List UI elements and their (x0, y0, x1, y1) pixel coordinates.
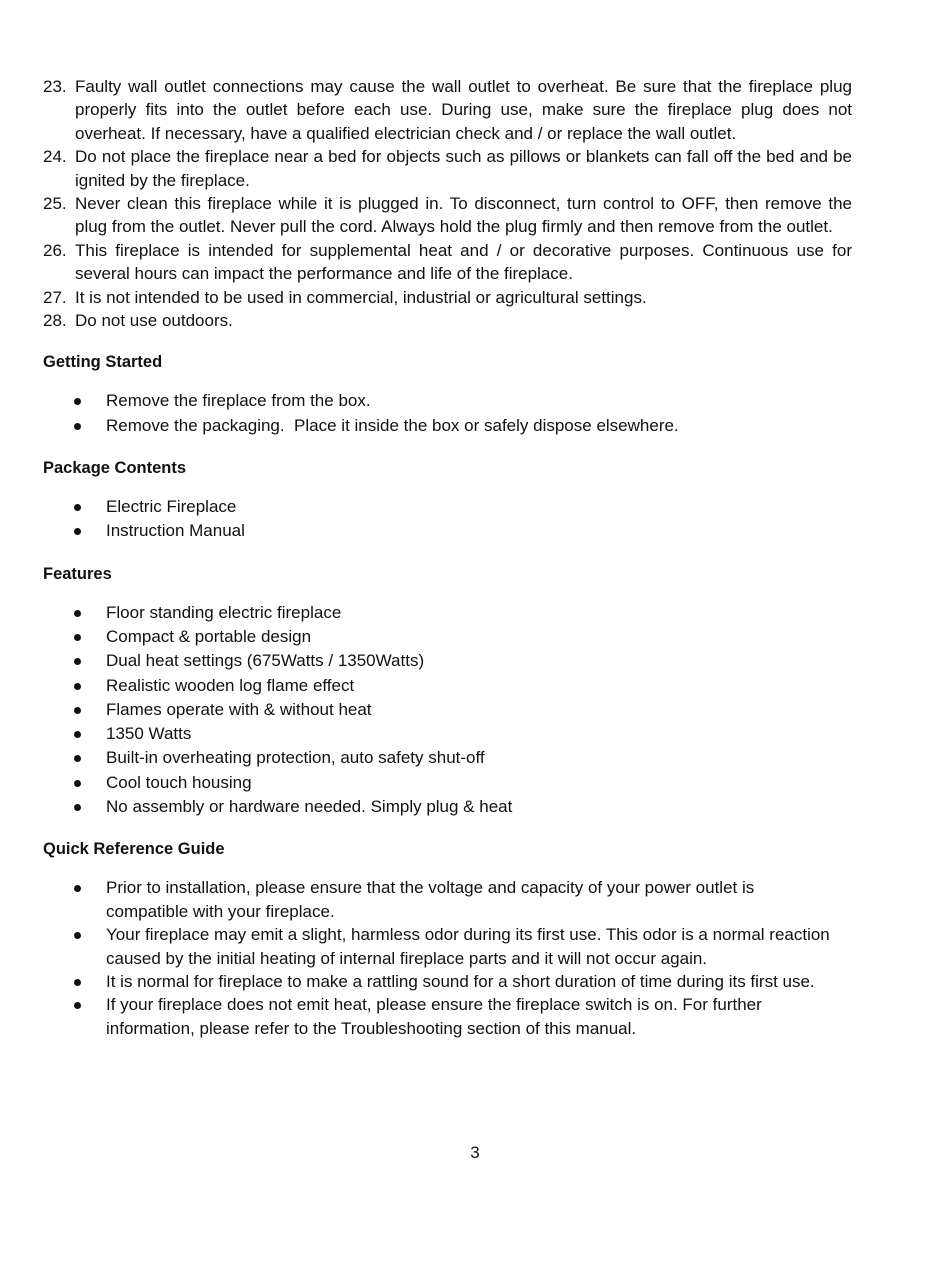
list-item (43, 389, 852, 413)
bullet-icon (74, 398, 81, 405)
list-item (43, 145, 852, 192)
bullet-icon (74, 504, 81, 511)
features-list (43, 601, 852, 820)
list-item (43, 674, 852, 698)
list-item (43, 722, 852, 746)
bullet-icon (74, 634, 81, 641)
package-contents-heading: Package Contents (43, 459, 187, 478)
list-item (43, 414, 852, 438)
list-item (43, 649, 852, 673)
bullet-icon (74, 979, 81, 986)
item-text: No assembly or hardware needed. Simply plug & heat (106, 797, 513, 817)
bullet-icon (74, 932, 81, 939)
list-item (43, 746, 852, 770)
bullet-icon (74, 804, 81, 811)
list-item (43, 970, 862, 993)
list-item (43, 876, 852, 923)
list-item (43, 309, 852, 332)
item-text: Cool touch housing (106, 772, 252, 792)
quick-reference-list (43, 876, 852, 1040)
list-item (43, 795, 852, 819)
list-item (43, 519, 852, 543)
item-text: Compact & portable design (106, 626, 312, 646)
item-text: Your fireplace may emit a slight, harmless odor during its first use. This odor is a normal reaction caused by the initial heating of internal fireplace parts and it will not occur again. (106, 925, 830, 968)
item-text: Do not place the fireplace near a bed for objects such as pillows or blankets can fall off the bed and be ignited by the fireplace. (75, 147, 852, 190)
item-text: Instruction Manual (106, 521, 245, 541)
list-item (43, 239, 852, 286)
item-text: Never clean this fireplace while it is plugged in. To disconnect, turn control to OFF, then remove the plug from the outlet. Never pull the cord. Always hold the plug firmly and then remove from the outlet. (75, 194, 852, 237)
bullet-icon (74, 610, 81, 617)
list-item (43, 75, 852, 145)
item-text: Built-in overheating protection, auto safety shut-off (106, 748, 485, 768)
item-number: 27. (43, 287, 67, 307)
item-number: 26. (43, 240, 67, 260)
list-item (43, 923, 852, 970)
item-text: Realistic wooden log flame effect (106, 675, 355, 695)
item-number: 25. (43, 194, 67, 214)
package-contents-list (43, 495, 852, 544)
getting-started-list (43, 389, 852, 438)
features-heading: Features (43, 564, 112, 583)
item-text: 1350 Watts (106, 724, 192, 744)
item-text: It is normal for fireplace to make a rattling sound for a short duration of time during its first use. (106, 971, 815, 991)
item-text: Flames operate with & without heat (106, 699, 372, 719)
item-number: 24. (43, 147, 67, 167)
list-item (43, 601, 852, 625)
item-number: 28. (43, 311, 67, 331)
item-text: If your fireplace does not emit heat, please ensure the fireplace switch is on. For further information, please refer to the Troubleshooting section of this manual. (106, 995, 762, 1038)
list-item (43, 495, 852, 519)
bullet-icon (74, 683, 81, 690)
list-item (43, 286, 852, 309)
item-number: 23. (43, 77, 67, 96)
quick-reference-heading: Quick Reference Guide (43, 840, 225, 859)
item-text: Electric Fireplace (106, 497, 237, 517)
manual-page (43, 75, 852, 1040)
item-text: Prior to installation, please ensure that the voltage and capacity of your power outlet is compatible with your fireplace. (106, 878, 755, 921)
list-item (43, 698, 852, 722)
bullet-icon (74, 707, 81, 714)
bullet-icon (74, 755, 81, 762)
list-item (43, 771, 852, 795)
list-item (43, 993, 852, 1040)
item-text: This fireplace is intended for supplemental heat and / or decorative purposes. Continuous use for several hours can impact the performance and life of the fireplace. (75, 240, 852, 284)
item-text: Dual heat settings (675Watts / 1350Watts) (106, 651, 425, 671)
bullet-icon (74, 423, 81, 430)
item-text: Faulty wall outlet connections may cause the wall outlet to overheat. Be sure that the fireplace plug properly fits into the outlet before each use. During use, make sure the fireplace plug does not overheat. If necessary, have a qualified electrician check and / or replace the wall outlet. (75, 77, 852, 143)
bullet-icon (74, 1002, 81, 1009)
item-text: Remove the packaging. Place it inside the box or safely dispose elsewhere. (106, 415, 679, 435)
item-text: Remove the fireplace from the box. (106, 391, 371, 411)
page-number: 3 (470, 1143, 480, 1162)
getting-started-heading: Getting Started (43, 353, 163, 372)
item-text: Floor standing electric fireplace (106, 602, 342, 622)
bullet-icon (74, 528, 81, 535)
item-text: It is not intended to be used in commercial, industrial or agricultural settings. (75, 287, 647, 307)
list-item (43, 192, 852, 239)
bullet-icon (74, 658, 81, 665)
item-text: Do not use outdoors. (75, 311, 233, 331)
list-item (43, 625, 852, 649)
bullet-icon (74, 885, 81, 892)
bullet-icon (74, 780, 81, 787)
bullet-icon (74, 731, 81, 738)
safety-instructions-list (43, 75, 852, 332)
